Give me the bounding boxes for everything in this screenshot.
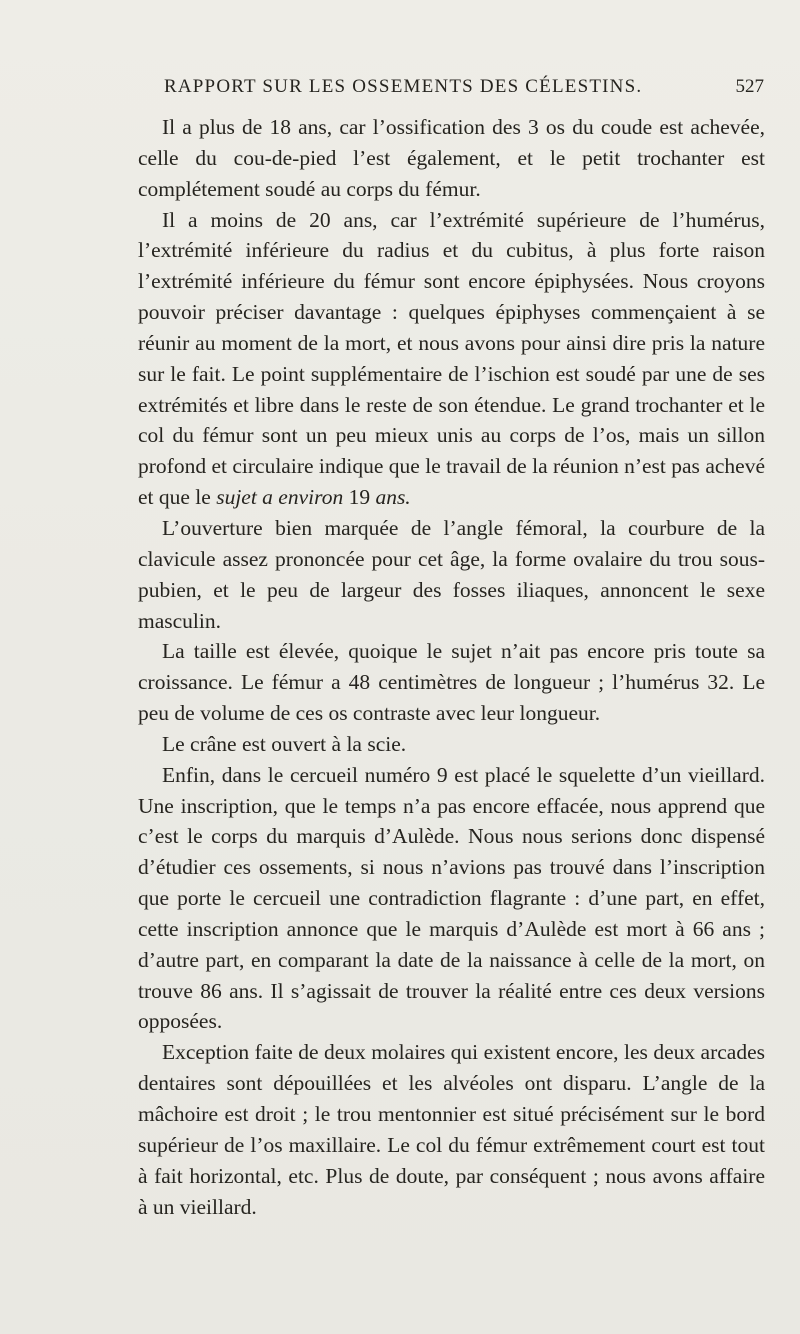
paragraph-ossification bbox=[138, 112, 765, 205]
paragraph-text: Il a plus de 18 ans, car l’ossification des 3 os du coude est achevée, celle du cou-de-pied l’est également, et le petit trochanter est complétement soudé au corps du fémur. bbox=[138, 115, 765, 201]
paragraph-skull bbox=[138, 729, 765, 760]
body-text bbox=[138, 112, 765, 1222]
paragraph-text: Il a moins de 20 ans, car l’extrémité supérieure de l’humérus, l’extrémité inférieure du radius et du cubitus, à plus forte raison l’extrémité inférieure du fémur sont encore épiphysées. Nous croyons pouvoir préciser davantage : quelques épiphyses commençaient à se réunir au moment de la mort, et nous avons pour ainsi dire pris la nature sur le fait. Le point supplémentaire de l’ischion est soudé par une de ses extrémités et libre dans le reste de son étendue. Le grand trochanter et le col du fémur sont un peu mieux unis au corps de l’os, mais un sillon profond et circulaire indique que le travail de la réunion n’est pas achevé et que le bbox=[138, 207, 765, 510]
paragraph-stature bbox=[138, 636, 765, 729]
page-number: 527 bbox=[735, 76, 764, 97]
paragraph-epiphyses bbox=[138, 205, 765, 513]
italic-phrase: ans. bbox=[375, 485, 411, 510]
paragraph-coffin-nine bbox=[138, 760, 765, 1038]
paragraph-text: Enfin, dans le cercueil numéro 9 est placé le squelette d’un vieillard. Une inscription, que le temps n’a pas encore effacée, nous apprend que c’est le corps du marquis d’Aulède. Nous nous serions donc dispensé d’étudier ces ossements, si nous n’avions pas trouvé dans l’inscription que porte le cercueil une contradiction flagrante : d’une part, en effet, cette inscription annonce que le marquis d’Aulède est mort à 66 ans ; d’autre part, en comparant la date de la naissance à celle de la mort, on trouve 86 ans. Il s’agissait de trouver la réalité entre ces deux versions opposées. bbox=[138, 762, 765, 1034]
paragraph-text: Exception faite de deux molaires qui existent encore, les deux arcades dentaires sont dépouillées et les alvéoles ont disparu. L’angle de la mâchoire est droit ; le trou mentonnier est situé précisément sur le bord supérieur de l’os maxillaire. Le col du fémur extrêmement court est tout à fait horizontal, etc. Plus de doute, par conséquent ; nous avons affaire à un vieillard. bbox=[138, 1040, 765, 1219]
paragraph-text: Le crâne est ouvert à la scie. bbox=[162, 731, 407, 756]
running-title: RAPPORT SUR LES OSSEMENTS DES CÉLESTINS. bbox=[164, 76, 643, 97]
running-head bbox=[164, 76, 764, 106]
paragraph-text-tail: 19 bbox=[343, 485, 376, 510]
paragraph-old-man bbox=[138, 1037, 765, 1222]
italic-phrase: sujet a environ bbox=[216, 485, 344, 510]
paragraph-text: L’ouverture bien marquée de l’angle fémoral, la courbure de la clavicule assez prononcée pour cet âge, la forme ovalaire du trou sous-pubien, et le peu de largeur des fosses iliaques, annoncent le sexe masculin. bbox=[138, 515, 765, 633]
paragraph-text: La taille est élevée, quoique le sujet n’ait pas encore pris toute sa croissance. Le fémur a 48 centimètres de longueur ; l’humérus 32. Le peu de volume de ces os contraste avec leur longueur. bbox=[138, 639, 765, 726]
paragraph-sex bbox=[138, 513, 765, 636]
